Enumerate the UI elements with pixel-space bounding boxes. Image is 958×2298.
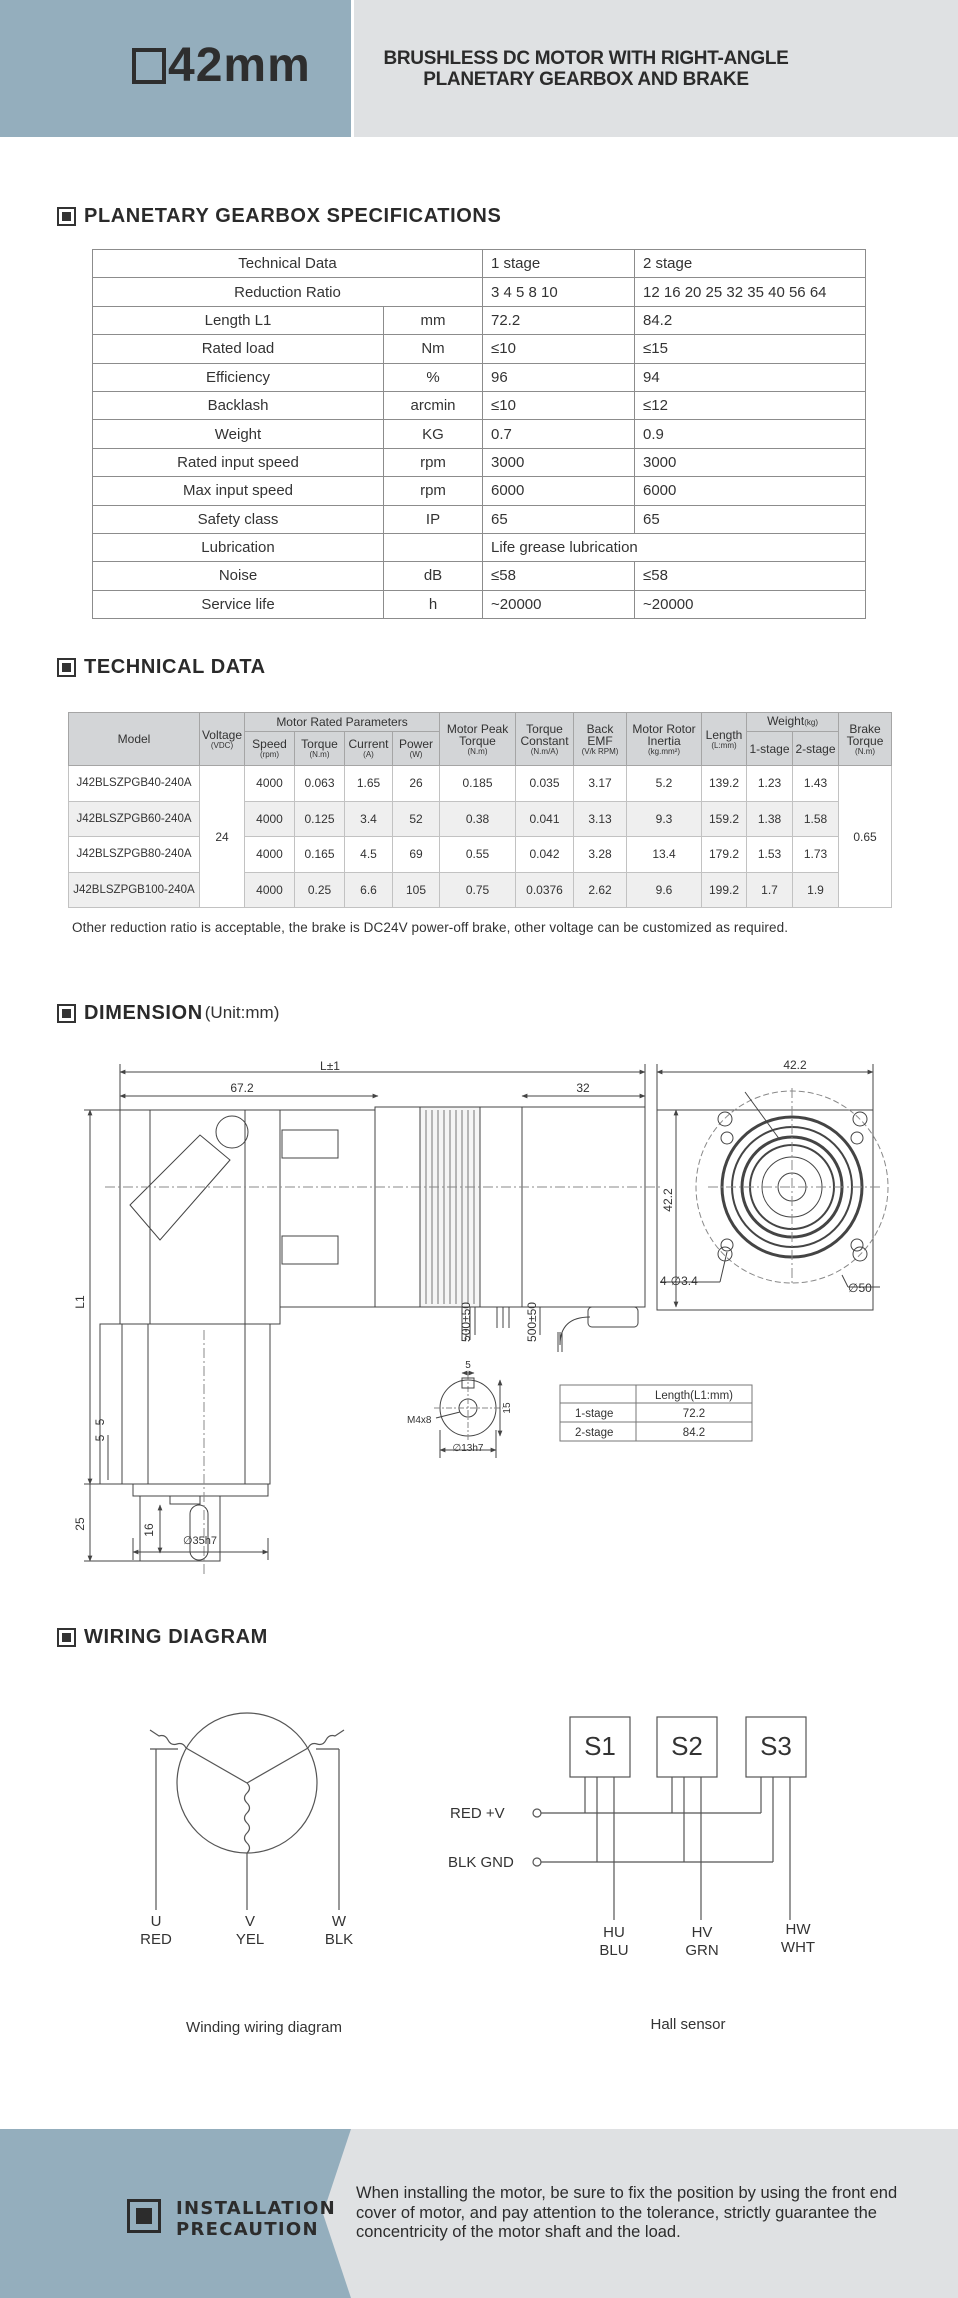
gearbox-row-label: Noise [93,562,384,590]
winding-v-label: V [244,1913,256,1930]
gearbox-row-stage1: 72.2 [483,306,635,334]
gearbox-row-label: Service life [93,590,384,618]
tech-row [69,766,892,802]
coupling-housing [280,1110,375,1307]
tech-cell-w2: 1.43 [793,766,839,802]
gearbox-row-stage1: ≤10 [483,391,635,419]
tech-cell-inertia: 5.2 [627,766,702,802]
label-pcd: ∅50 [848,1281,872,1295]
tech-cell-inertia: 9.3 [627,801,702,837]
label-cable-1: 500±50 [459,1302,473,1342]
gearbox-row-stage1: 6000 [483,477,635,505]
gearbox-heading-text: PLANETARY GEARBOX SPECIFICATIONS [84,204,502,227]
wiring-heading-text: WIRING DIAGRAM [84,1625,268,1648]
gearbox-row-label: Reduction Ratio [93,278,483,306]
th-brake-torque: Brake Torque (N.m) [839,713,892,766]
label-key-width: 5 [465,1360,471,1371]
tech-cell-w1: 1.38 [747,801,793,837]
winding-u-label: U [150,1913,162,1930]
gearbox-row [93,448,866,476]
gearbox-row-stage2: ≤58 [635,562,866,590]
th-torque-constant: Torque Constant (N.m/A) [516,713,574,766]
hall-hv-label: HV [691,1924,713,1941]
gearbox-row-stage2: 84.2 [635,306,866,334]
label-brake-length: 32 [576,1081,590,1095]
installation-title-line2: PRECAUTION [176,2219,319,2240]
label-gear-length: 67.2 [230,1081,254,1095]
tech-cell-inertia: 9.6 [627,872,702,908]
hall-hv-color: GRN [685,1942,719,1959]
tech-cell-peak: 0.38 [440,801,516,837]
title-line-2: PLANETARY GEARBOX AND BRAKE [423,69,749,90]
dimension-section-heading [57,1002,279,1024]
installation-title [176,2198,336,2240]
gearbox-row-stage2: 3000 [635,448,866,476]
tech-cell-model: J42BLSZPGB100-240A [69,872,200,908]
bevel-gear-circle [216,1116,248,1148]
winding-coil-u [150,1730,186,1748]
gearbox-row-stage1: 1 stage [483,250,635,278]
th-power: Power (W) [393,732,440,766]
label-dim-5a: 5 [93,1418,107,1426]
tech-cell-torque: 0.165 [295,837,345,873]
tech-cell-current: 6.6 [345,872,393,908]
th-peak-torque: Motor Peak Torque (N.m) [440,713,516,766]
th-voltage: Voltage (VDC) [200,713,245,766]
gearbox-row [93,533,866,561]
gearbox-row-label: Rated input speed [93,448,384,476]
gearbox-section-heading [57,205,501,227]
tech-cell-inertia: 13.4 [627,837,702,873]
tech-cell-model: J42BLSZPGB40-240A [69,766,200,802]
gearbox-row-unit [384,533,483,561]
label-mount-holes: 4-∅3.4 [660,1274,698,1288]
tech-cell-model: J42BLSZPGB80-240A [69,837,200,873]
section-square-icon [57,658,76,677]
winding-caption: Winding wiring diagram [186,2019,342,2036]
frame-size-label: 42mm [168,39,311,92]
gearbox-row-stage2: 65 [635,505,866,533]
tech-cell-torque: 0.063 [295,766,345,802]
gearbox-row-stage1: ~20000 [483,590,635,618]
tech-cell-w1: 1.7 [747,872,793,908]
tech-cell-emf: 3.28 [574,837,627,873]
th-torque: Torque (N.m) [295,732,345,766]
length-table-stage2: 2-stage [575,1427,614,1439]
tech-cell-speed: 4000 [245,837,295,873]
technical-data-table [68,712,892,908]
th-speed: Speed (rpm) [245,732,295,766]
tech-cell-speed: 4000 [245,766,295,802]
gear-head-body [120,1110,280,1324]
gearbox-row-stage1: 0.7 [483,420,635,448]
tech-cell-power: 105 [393,872,440,908]
tech-cell-voltage: 24 [200,766,245,908]
gearbox-row [93,306,866,334]
tech-cell-peak: 0.185 [440,766,516,802]
tech-cell-tconst: 0.0376 [516,872,574,908]
gearbox-row-label: Backlash [93,391,384,419]
hall-s3-label: S3 [760,1731,792,1761]
tech-cell-emf: 2.62 [574,872,627,908]
page-header [0,0,958,137]
hall-hw-color: WHT [780,1939,816,1956]
gnd-terminal [533,1858,541,1866]
th-current: Current (A) [345,732,393,766]
technical-note: Other reduction ratio is acceptable, the brake is DC24V power-off brake, other voltage can be customized as required. [72,920,789,935]
hall-hu-color: BLU [599,1942,629,1959]
gearbox-row-stage2: ≤12 [635,391,866,419]
label-cable-2: 500±50 [525,1302,539,1342]
technical-heading-text: TECHNICAL DATA [84,655,266,678]
gearbox-row-unit: rpm [384,448,483,476]
brake-body [522,1107,645,1307]
gearbox-row [93,420,866,448]
tech-cell-power: 69 [393,837,440,873]
th-rated-group: Motor Rated Parameters [245,713,440,732]
th-weight: Weight(kg) [747,713,839,732]
winding-w-label: W [331,1913,347,1930]
gearbox-row-label: Length L1 [93,306,384,334]
header-divider [351,0,354,137]
gearbox-row-stage1: 65 [483,505,635,533]
tech-cell-w1: 1.23 [747,766,793,802]
hall-s1-label: S1 [584,1731,616,1761]
length-table-value2: 84.2 [682,1427,706,1439]
label-flange-height: 42.2 [661,1188,675,1212]
tech-row [69,801,892,837]
installation-footer [0,2129,958,2298]
installation-title-line1: INSTALLATION [176,2198,336,2219]
label-total-length: L±1 [320,1059,340,1073]
wiring-section-heading [57,1626,268,1648]
gearbox-row-stage1: ≤10 [483,335,635,363]
gearbox-row-stage2: ≤15 [635,335,866,363]
page-title [362,48,810,90]
gearbox-row-label: Max input speed [93,477,384,505]
th-length: Length (L:mm) [702,713,747,766]
th-rotor-inertia: Motor Rotor Inertia (kg.mm²) [627,713,702,766]
tech-cell-peak: 0.75 [440,872,516,908]
gearbox-row-label: Lubrication [93,533,384,561]
label-shaft-dia: ∅35h7 [182,1535,218,1547]
gearbox-row-stage1: 3 4 5 8 10 [483,278,635,306]
length-table [560,1385,752,1441]
flange-plate [133,1484,268,1496]
tech-cell-length: 139.2 [702,766,747,802]
gearbox-row-stage1: 3000 [483,448,635,476]
tech-cell-emf: 3.17 [574,766,627,802]
tech-cell-torque: 0.125 [295,801,345,837]
gearbox-row-unit: mm [384,306,483,334]
winding-coil-w [308,1730,344,1748]
th-weight-1stage: 1-stage [747,732,793,766]
gearbox-row [93,363,866,391]
length-table-stage1: 1-stage [575,1408,614,1420]
tech-cell-model: J42BLSZPGB60-240A [69,801,200,837]
th-model: Model [69,713,200,766]
tech-cell-w2: 1.58 [793,801,839,837]
hall-hw-label: HW [785,1921,811,1938]
label-dim-5b: 5 [93,1434,107,1442]
dimension-heading-text: DIMENSION [84,1001,203,1024]
label-shaft-small: ∅13h7 [452,1443,484,1454]
gearbox-row [93,590,866,618]
tech-cell-brake-torque: 0.65 [839,766,892,908]
section-square-icon [57,207,76,226]
tech-cell-power: 52 [393,801,440,837]
gearbox-row-stage1: ≤58 [483,562,635,590]
gearbox-row-stage2: 6000 [635,477,866,505]
gearbox-row-stage2: 2 stage [635,250,866,278]
hall-hu-label: HU [603,1924,625,1941]
gearbox-row-merged: Life grease lubrication [483,533,866,561]
th-back-emf: Back EMF (V/k RPM) [574,713,627,766]
tech-row [69,872,892,908]
gearbox-row-stage2: 0.9 [635,420,866,448]
tech-cell-current: 4.5 [345,837,393,873]
dimension-unit-text: (Unit:mm) [204,1003,280,1022]
dimension-drawing [0,1040,958,1570]
winding-v-color: YEL [235,1931,265,1948]
gearbox-row-unit: h [384,590,483,618]
gearbox-row [93,477,866,505]
gearbox-row [93,562,866,590]
th-weight-2stage: 2-stage [793,732,839,766]
gearbox-row-unit: rpm [384,477,483,505]
tech-cell-speed: 4000 [245,872,295,908]
tech-cell-tconst: 0.041 [516,801,574,837]
installation-square-icon [127,2199,161,2233]
tech-cell-current: 1.65 [345,766,393,802]
tech-cell-w1: 1.53 [747,837,793,873]
gearbox-row-stage2: 94 [635,363,866,391]
tech-cell-peak: 0.55 [440,837,516,873]
gearbox-row-unit: dB [384,562,483,590]
tech-cell-current: 3.4 [345,801,393,837]
gearbox-row-unit: arcmin [384,391,483,419]
gearbox-row-label: Efficiency [93,363,384,391]
label-dim-16: 16 [142,1523,156,1537]
gearbox-row-label: Safety class [93,505,384,533]
label-key-depth: 15 [502,1402,513,1414]
hall-red-label: RED +V [450,1805,505,1822]
gearbox-row [93,278,866,306]
section-square-icon [57,1628,76,1647]
tech-cell-torque: 0.25 [295,872,345,908]
gearbox-row-label: Rated load [93,335,384,363]
gearbox-row [93,391,866,419]
tech-cell-tconst: 0.042 [516,837,574,873]
tech-cell-w2: 1.9 [793,872,839,908]
installation-text: When installing the motor, be sure to fix the position by using the front end cover of motor, and pay attention to the tolerance, strictly guarantee the concentricity of the motor shaft and the load. [356,2184,898,2241]
length-table-value1: 72.2 [682,1408,706,1420]
section-square-icon [57,1004,76,1023]
label-l1: L1 [73,1295,87,1309]
hall-blk-label: BLK GND [448,1854,514,1871]
tech-cell-w2: 1.73 [793,837,839,873]
hall-caption: Hall sensor [650,2016,726,2033]
tech-row [69,837,892,873]
gearbox-row-stage2: ~20000 [635,590,866,618]
gearbox-row-stage1: 96 [483,363,635,391]
hall-s2-label: S2 [671,1731,703,1761]
title-line-1: BRUSHLESS DC MOTOR WITH RIGHT-ANGLE [383,48,789,69]
technical-section-heading [57,656,266,678]
gearbox-row-unit: IP [384,505,483,533]
tech-cell-speed: 4000 [245,801,295,837]
wiring-diagram [0,1700,958,2040]
gearbox-spec-table [92,249,866,619]
tech-cell-emf: 3.13 [574,801,627,837]
winding-u-color: RED [140,1931,172,1948]
label-flange-width: 42.2 [783,1058,807,1072]
gearbox-row [93,250,866,278]
gearbox-row [93,505,866,533]
tech-cell-length: 179.2 [702,837,747,873]
tech-cell-length: 199.2 [702,872,747,908]
gearbox-row-label: Weight [93,420,384,448]
gearbox-row-unit: Nm [384,335,483,363]
square-frame-icon [132,48,166,84]
label-thread: M4x8 [407,1415,432,1426]
length-table-header: Length(L1:mm) [655,1390,733,1402]
vcc-terminal [533,1809,541,1817]
gearbox-row-unit: KG [384,420,483,448]
tech-cell-power: 26 [393,766,440,802]
winding-coil-v [245,1783,250,1853]
gearbox-row-label: Technical Data [93,250,483,278]
tech-cell-tconst: 0.035 [516,766,574,802]
tech-cell-length: 159.2 [702,801,747,837]
gearbox-row [93,335,866,363]
label-dim-25: 25 [73,1517,87,1531]
gearbox-row-stage2: 12 16 20 25 32 35 40 56 64 [635,278,866,306]
winding-w-color: BLK [324,1931,354,1948]
gearbox-row-unit: % [384,363,483,391]
